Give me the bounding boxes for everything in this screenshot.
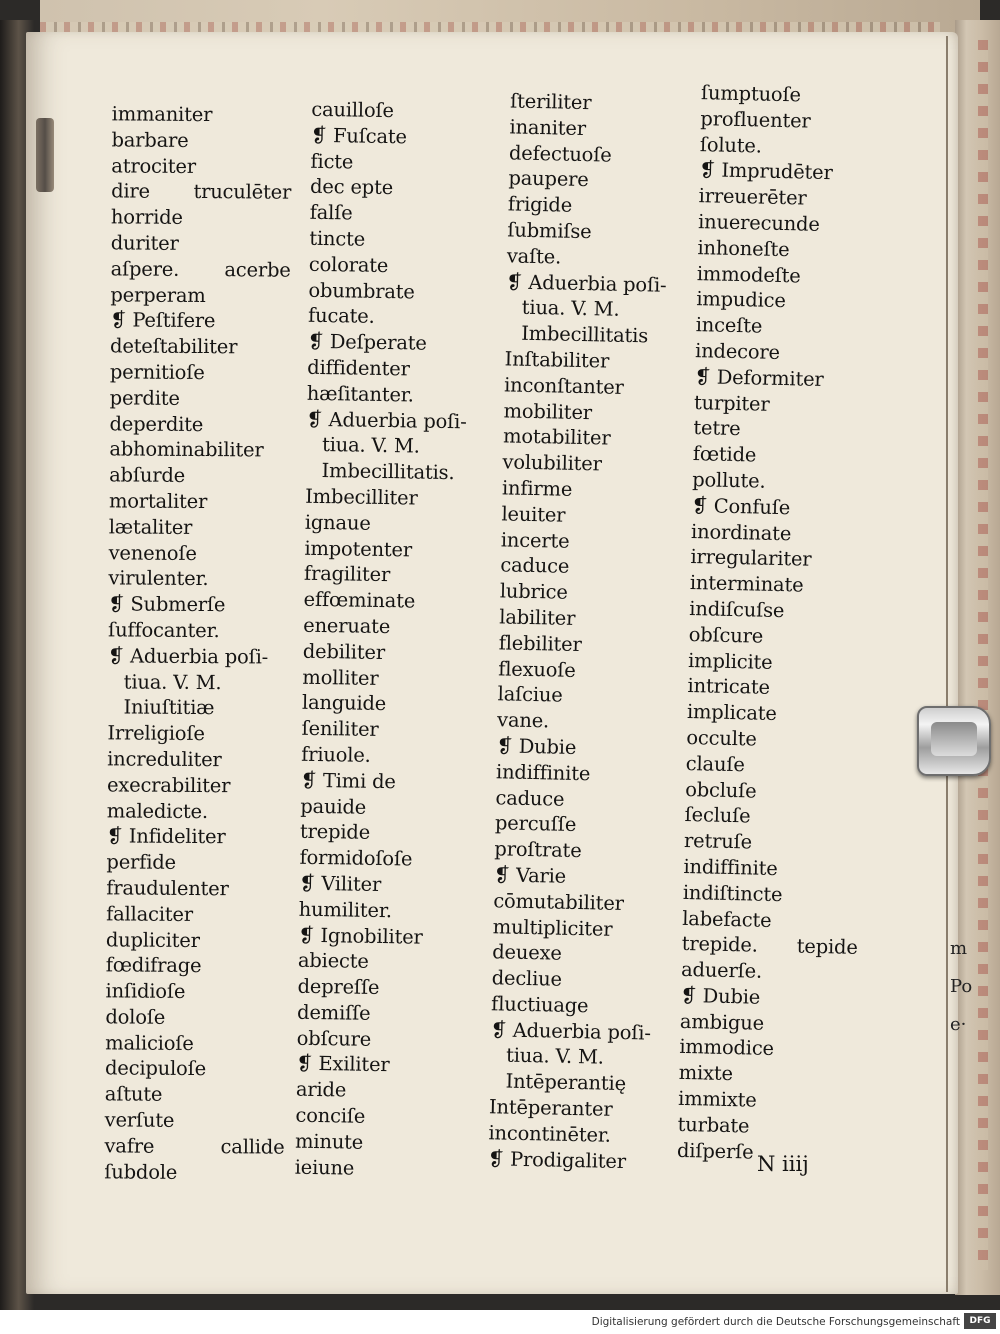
margin-fragment: Po: [950, 976, 973, 997]
word-part: vafre: [104, 1134, 155, 1158]
word-entry: ❡ Dubie: [680, 983, 761, 1009]
dfg-logo-icon: DFG: [964, 1313, 996, 1329]
word-entry: dec epte: [309, 175, 394, 200]
word-entry: ❡ Imprudēter: [699, 158, 833, 185]
word-entry: ❡ Dubie: [496, 734, 577, 759]
word-entry: ſumptuoſe: [700, 81, 802, 107]
word-entry: fluctiuage: [490, 992, 589, 1018]
word-entry: paupere: [508, 166, 589, 192]
word-entry: turbate: [677, 1112, 750, 1138]
word-entry: effœminate: [303, 587, 416, 613]
word-entry: humiliter.: [298, 897, 393, 922]
word-entry: clauſe: [685, 751, 745, 777]
word-entry: Inſtabiliter: [504, 347, 610, 373]
word-entry: ſolute.: [699, 132, 763, 158]
word-entry: frigide: [507, 192, 573, 217]
word-entry: execrabiliter: [106, 773, 231, 797]
word-entry: depreſſe: [297, 974, 380, 1000]
word-entry: defectuoſe: [508, 141, 612, 167]
word-entry: indiffinite: [495, 760, 591, 785]
word-entry: pernitioſe: [109, 360, 205, 385]
word-entry: ❡ Ignobiliter: [298, 923, 423, 949]
word-entry: formidoſoſe: [299, 845, 413, 871]
word-entry: ❡ Prodigaliter: [487, 1146, 627, 1173]
word-entry: ❡ Aduerbia poſi-: [107, 644, 269, 669]
word-entry: duriter: [110, 231, 179, 255]
word-entry: deperdite: [109, 411, 204, 436]
word-entry: perdite: [109, 386, 180, 410]
word-entry: cauilloſe: [311, 97, 395, 123]
word-entry: languide: [301, 691, 387, 716]
word-column-3: [488, 88, 671, 1175]
word-entry: laſciue: [497, 682, 563, 707]
word-entry: trepide: [299, 820, 371, 845]
word-entry: volubiliter: [502, 450, 603, 476]
word-entry: percuſſe: [494, 811, 577, 837]
word-entry: ieiune: [294, 1155, 355, 1180]
word-entry: obumbrate: [308, 278, 415, 304]
word-entry: hæſitanter.: [306, 381, 414, 407]
word-entry: ❡ Viliter: [298, 871, 382, 896]
word-entry: diſperſe: [676, 1138, 754, 1164]
word-entry: ſecluſe: [684, 803, 751, 828]
word-entry: ſuffocanter.: [108, 618, 220, 643]
ink-mark: [36, 118, 54, 192]
word-entry: ❡ Aduerbia poſi-: [506, 269, 667, 297]
word-entry: tetre: [693, 416, 741, 441]
word-part: acerbe: [224, 257, 291, 282]
word-entry: vaſte.: [506, 244, 562, 269]
book-edge-strip: [978, 40, 988, 1270]
page-clip: [917, 706, 991, 776]
word-entry: indecore: [694, 339, 781, 364]
word-entry: dupliciter: [105, 927, 200, 952]
word-entry: decipuloſe: [104, 1056, 207, 1081]
word-entry: ❡ Timi de: [300, 768, 396, 793]
word-entry: abiecte: [297, 949, 369, 974]
word-entry: abſurde: [109, 463, 186, 488]
word-entry: fraudulenter: [106, 876, 229, 901]
word-entry: ficte: [310, 149, 354, 174]
word-entry: eneruate: [303, 613, 391, 639]
word-entry: inaniter: [509, 115, 587, 140]
word-entry: irregulariter: [690, 545, 812, 572]
signature-mark: N iiij: [757, 1152, 809, 1176]
word-entry: ſeniliter: [301, 716, 379, 742]
word-entry: occulte: [686, 725, 758, 751]
word-entry: ❡ Infideliter: [106, 824, 226, 849]
word-entry: diffidenter: [307, 355, 410, 381]
word-entry: indiſtincte: [682, 880, 783, 906]
word-entry: deuexe: [492, 940, 562, 966]
word-entry: interminate: [689, 571, 804, 597]
word-entry: flexuoſe: [497, 656, 576, 682]
word-entry: indiffinite: [683, 854, 778, 880]
word-entry: ❡ Deſperate: [307, 329, 427, 355]
word-entry: tiua. V. M.: [321, 433, 420, 458]
word-entry: virulenter.: [108, 566, 209, 591]
word-entry: inordinate: [690, 519, 792, 545]
word-part: truculēter: [193, 180, 292, 205]
word-entry: fœdifrage: [105, 953, 202, 978]
word-entry: inconſtanter: [503, 373, 624, 399]
word-entry: ❡ Confuſe: [691, 493, 791, 520]
word-part: aſpere.: [110, 257, 180, 281]
word-entry: ambigue: [679, 1009, 765, 1035]
word-entry: decliue: [491, 966, 563, 991]
word-entry: inuerecunde: [697, 210, 820, 236]
word-entry: tincte: [309, 226, 366, 251]
word-entry: ❡ Submerſe: [108, 592, 226, 617]
word-entry: infirme: [501, 476, 573, 501]
word-entry: inceſte: [695, 313, 763, 338]
word-entry: immodice: [679, 1035, 775, 1061]
word-entry: caduce: [495, 785, 565, 811]
word-entry: immodeſte: [696, 261, 801, 288]
word-part: dire: [111, 179, 151, 204]
word-entry: Intēperanter: [488, 1095, 613, 1121]
right-margin-fragments: [950, 930, 972, 1044]
word-entry: [111, 256, 291, 283]
word-entry: labiliter: [499, 605, 576, 630]
word-entry: fucate.: [307, 304, 375, 329]
page-edge: [946, 36, 948, 1292]
word-entry: increduliter: [107, 747, 222, 772]
word-entry: Irreligioſe: [107, 721, 205, 746]
word-entry: demiſſe: [296, 1000, 371, 1025]
word-entry: ſubdole: [104, 1160, 178, 1184]
word-entry: lubrice: [499, 579, 568, 604]
word-entry: debiliter: [302, 639, 386, 664]
word-entry: inhoneſte: [697, 235, 790, 261]
word-part: tepide: [796, 934, 858, 960]
word-column-2: [295, 97, 472, 1183]
word-entry: Imbecilliter: [305, 484, 418, 510]
word-entry: aride: [295, 1077, 347, 1102]
word-entry: fallaciter: [106, 902, 194, 926]
word-entry: pollute.: [691, 467, 766, 493]
word-entry: tiua. V. M.: [505, 1044, 605, 1070]
word-entry: ❡ Exiliter: [296, 1052, 390, 1077]
word-entry: turpiter: [693, 390, 770, 416]
word-entry: [111, 179, 291, 206]
margin-fragment: e·: [950, 1014, 967, 1035]
word-entry: implicite: [687, 648, 773, 674]
word-entry: ❡ Aduerbia poſi-: [306, 407, 467, 433]
word-entry: Iniuſtitiæ: [123, 695, 215, 720]
word-entry: ❡ Deformiter: [694, 364, 824, 391]
word-entry: minute: [294, 1129, 364, 1154]
word-entry: obcluſe: [684, 777, 757, 803]
word-entry: obſcure: [296, 1026, 372, 1051]
word-part: callide: [220, 1135, 285, 1159]
word-entry: pauide: [300, 794, 367, 819]
word-entry: ❡ Fuſcate: [310, 123, 408, 149]
word-entry: incontinēter.: [488, 1121, 612, 1147]
word-entry: indiſcuſse: [689, 596, 785, 623]
word-entry: motabiliter: [502, 424, 611, 450]
word-entry: aſtute: [104, 1082, 163, 1107]
word-entry: intricate: [687, 674, 771, 700]
word-entry: falſe: [309, 200, 353, 225]
word-entry: implicate: [686, 700, 778, 726]
word-entry: immixte: [677, 1086, 757, 1112]
word-entry: ❡ Varie: [493, 863, 567, 888]
word-entry: conciſe: [295, 1103, 366, 1128]
word-entry: perfide: [106, 850, 176, 874]
word-entry: verſute: [104, 1108, 175, 1132]
word-entry: impotenter: [304, 536, 413, 561]
word-entry: ❡ Aduerbia poſi-: [490, 1017, 651, 1045]
word-entry: friuole.: [301, 742, 371, 767]
word-entry: retruſe: [683, 829, 753, 854]
word-entry: cōmutabiliter: [493, 888, 625, 915]
word-entry: inſidioſe: [105, 979, 186, 1004]
word-column-1: [104, 101, 292, 1186]
word-entry: vane.: [496, 708, 550, 733]
word-entry: colorate: [308, 252, 389, 277]
word-entry: mortaliter: [108, 489, 208, 514]
word-entry: deteſtabiliter: [109, 334, 238, 359]
word-entry: malicioſe: [105, 1031, 194, 1055]
word-entry: horride: [110, 205, 183, 230]
word-entry: ſteriliter: [509, 89, 592, 115]
word-entry: ſubmiſse: [507, 218, 592, 244]
word-entry: labefacte: [682, 906, 772, 932]
word-entry: molliter: [302, 665, 379, 690]
word-entry: aduerſe.: [680, 958, 763, 983]
word-part: trepide.: [681, 932, 759, 957]
word-entry: Imbecillitatis: [520, 321, 649, 348]
word-entry: tiua. V. M.: [123, 670, 222, 694]
footer-credit: Digitalisierung gefördert durch die Deutsche Forschungsgemeinschaft: [591, 1316, 960, 1328]
word-entry: Imbecillitatis.: [321, 459, 455, 485]
word-column-4: [677, 80, 878, 1167]
word-entry: leuiter: [501, 502, 566, 527]
word-entry: lætaliter: [108, 515, 193, 539]
word-entry: irreuerēter: [698, 184, 807, 210]
word-entry: impudice: [696, 287, 786, 313]
word-entry: ❡ Peſtifere: [110, 308, 216, 333]
word-entry: atrociter: [111, 153, 197, 178]
word-entry: fragiliter: [303, 562, 391, 587]
word-entry: proſtrate: [494, 837, 582, 863]
word-entry: [104, 1133, 284, 1160]
word-entry: Intēperantię: [505, 1069, 627, 1096]
word-entry: profluenter: [700, 106, 811, 133]
word-entry: barbare: [111, 128, 189, 152]
word-entry: flebiliter: [498, 631, 582, 656]
word-entry: venenoſe: [108, 540, 197, 565]
word-entry: incerte: [500, 527, 570, 553]
word-entry: caduce: [500, 553, 570, 579]
word-entry: mixte: [678, 1061, 734, 1086]
word-entry: perperam: [110, 282, 206, 307]
word-entry: immaniter: [111, 102, 213, 127]
word-entry: [681, 931, 858, 961]
word-entry: mobiliter: [503, 398, 593, 424]
margin-fragment: m: [950, 938, 968, 959]
word-entry: fœtide: [692, 442, 757, 467]
word-entry: multipliciter: [492, 914, 613, 941]
word-entry: maledicte.: [106, 798, 209, 823]
word-entry: ignaue: [304, 510, 371, 535]
word-entry: obſcure: [688, 622, 764, 648]
word-entry: tiua. V. M.: [521, 296, 620, 322]
word-entry: abhominabiliter: [109, 437, 264, 462]
word-entry: doloſe: [105, 1005, 166, 1029]
